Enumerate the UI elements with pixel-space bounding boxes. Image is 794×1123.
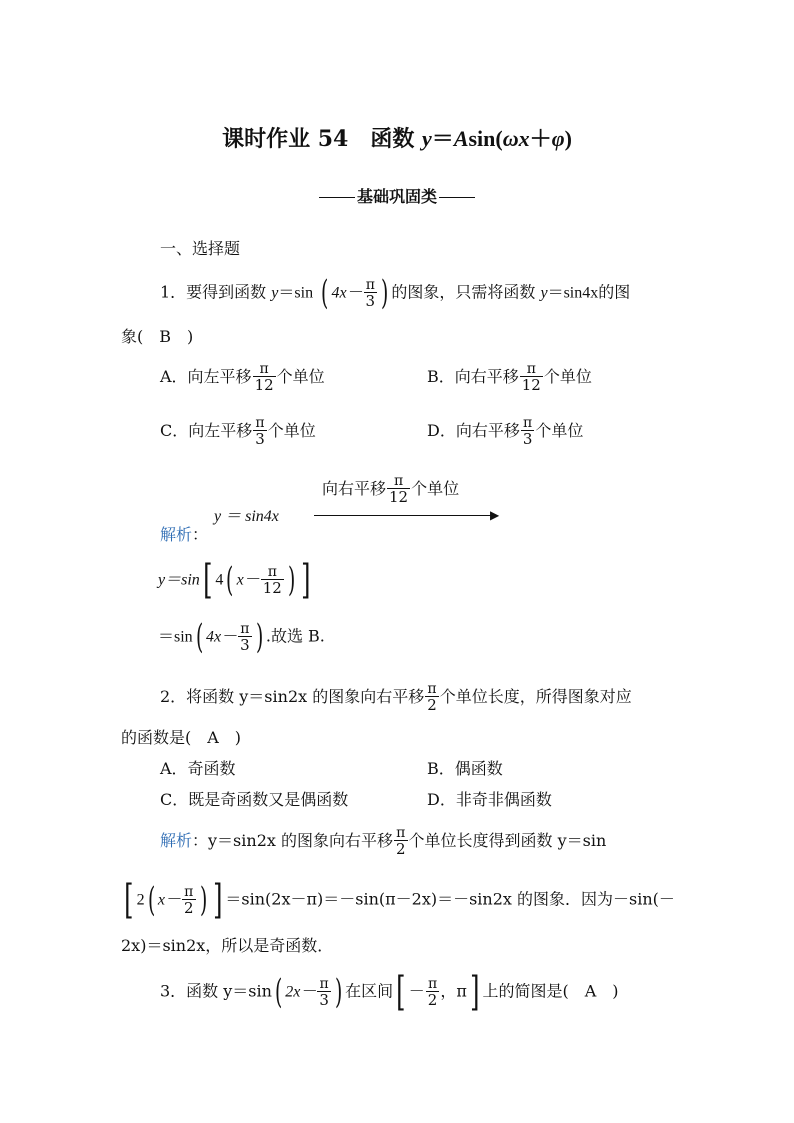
question-2-stem: 2．将函数 y＝sin2x 的图象向右平移 $\frac{\pi}{2}$ 个单位长度，所得图象对应 <box>160 681 632 714</box>
section-subtitle: 基础巩固类 <box>0 184 794 207</box>
transform-arrow <box>314 515 496 516</box>
option-1c: C．向左平移 $\frac{\pi}{3}$ 个单位 <box>160 415 316 448</box>
option-2a: A．奇函数 <box>160 759 236 778</box>
question-1-stem: 1．要得到函数 y＝sin ( 4x－ $\frac{\pi}{3}$ ) 的图象，只需将函数 y＝sin4x的图 <box>160 273 631 313</box>
solution-2-line1: 解析：y＝sin2x 的图象向右平移 $\frac{\pi}{2}$ 个单位长度得到函数 y＝sin <box>160 825 607 858</box>
question-2-answer: 的函数是( A ) <box>121 728 242 747</box>
option-1a: A．向左平移 $\frac{\pi}{12}$ 个单位 <box>160 361 325 394</box>
arrow-label: 向右平移 $\frac{\pi}{12}$ 个单位 <box>322 473 460 506</box>
solution-1-label: 解析： <box>160 525 209 544</box>
option-2b: B．偶函数 <box>427 759 503 778</box>
arrow-origin: y ＝ sin4x <box>214 508 279 525</box>
solution-2-line3: 2x)＝sin2x，所以是奇函数． <box>121 936 334 955</box>
page-title: 课时作业 54 函数 y＝Asin(ωx＋φ) <box>222 126 572 152</box>
solution-1-step1: y＝sin[ 4( x－ $\frac{\pi}{12}$ ) ] <box>158 557 311 603</box>
option-1b: B．向右平移 $\frac{\pi}{12}$ 个单位 <box>427 361 592 394</box>
section-heading: 一、选择题 <box>160 239 241 258</box>
question-3-stem: 3．函数 y＝sin( 2x－ $\frac{\pi}{3}$ ) 在区间[ － $\frac{\pi}{2}$ ，π] 上的简图是( A ) <box>160 969 619 1015</box>
option-2c: C．既是奇函数又是偶函数 <box>160 790 349 809</box>
solution-1-step2: ＝sin( 4x－ $\frac{\pi}{3}$ ) .故选 B. <box>158 617 325 657</box>
solution-2-line2: [ 2( x－ $\frac{\pi}{2}$ ) ] ＝sin(2x－π)＝－sin(π－2x)＝－sin2x 的图象．因为－sin(－ <box>124 877 675 923</box>
option-1d: D．向右平移 $\frac{\pi}{3}$ 个单位 <box>427 415 584 448</box>
arrow-head-icon: ▶ <box>490 508 500 522</box>
option-2d: D．非奇非偶函数 <box>427 790 552 809</box>
question-1-answer: 象( B ) <box>121 327 194 346</box>
